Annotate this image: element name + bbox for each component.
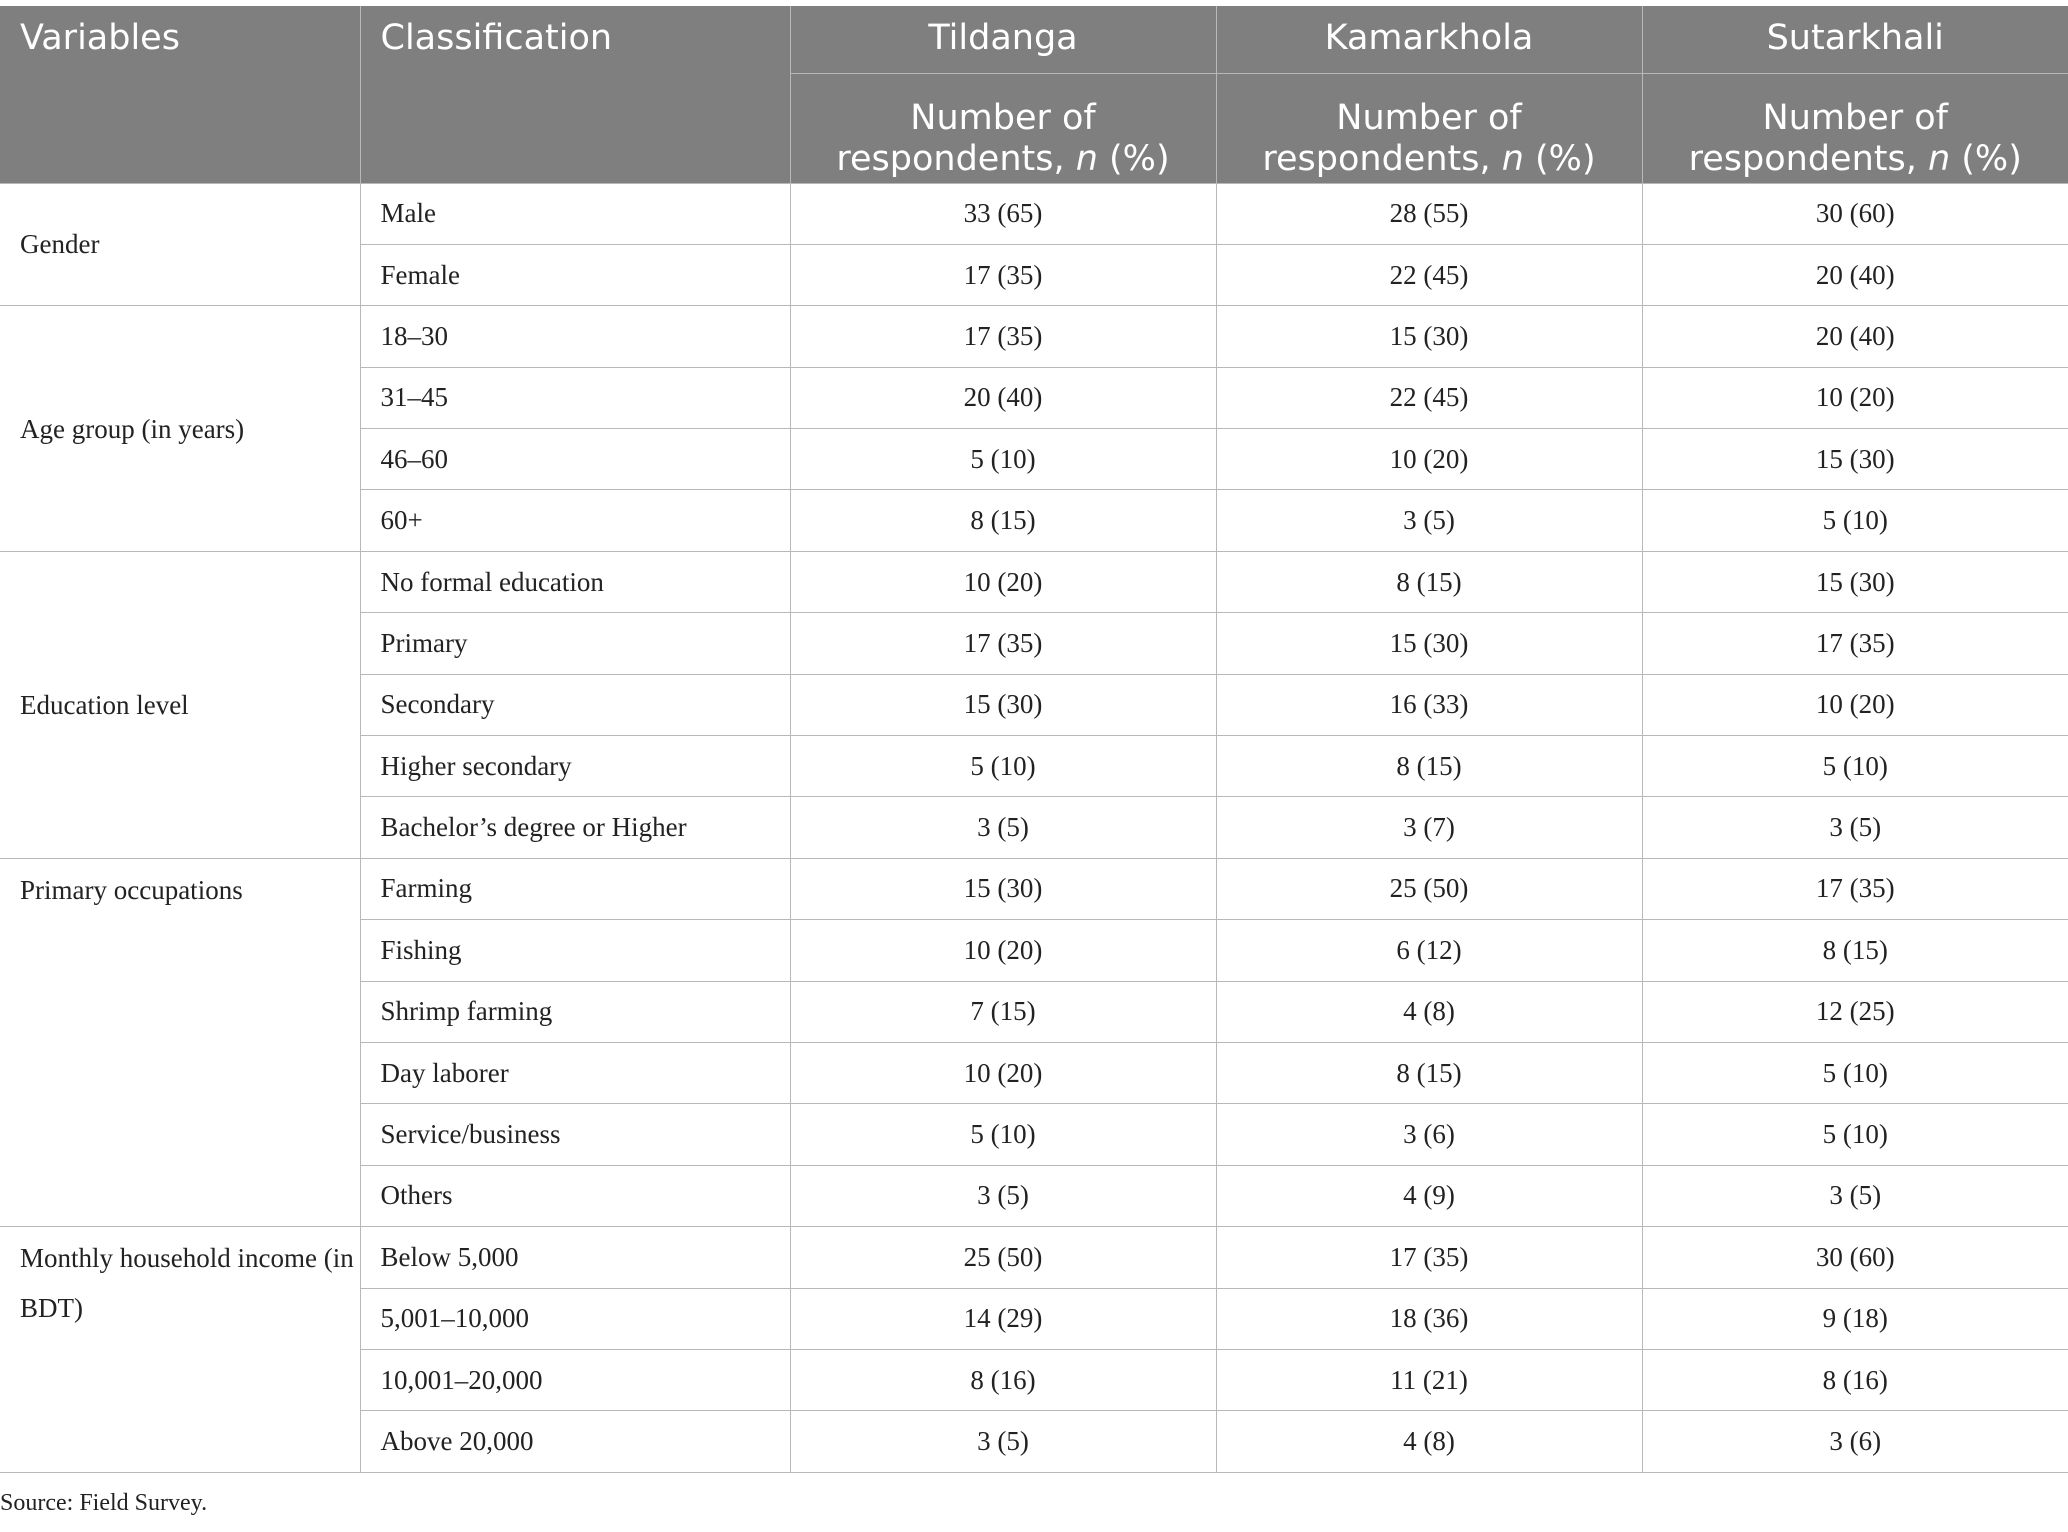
value-cell-tildanga: 7 (15) — [790, 981, 1216, 1042]
value-cell-tildanga: 3 (5) — [790, 797, 1216, 858]
respondent-demographics-table — [0, 6, 2068, 1473]
value-cell-tildanga: 20 (40) — [790, 367, 1216, 428]
header-variables: Variables — [0, 6, 360, 183]
value-cell-tildanga: 8 (16) — [790, 1349, 1216, 1410]
value-cell-kamarkhola: 3 (6) — [1216, 1104, 1642, 1165]
classification-cell: Bachelor’s degree or Higher — [360, 797, 790, 858]
table-header — [0, 6, 2068, 183]
table-row — [0, 306, 2068, 367]
header-respondents-kamarkhola: Number of respondents, n (%) — [1216, 73, 1642, 183]
value-cell-sutarkhali: 20 (40) — [1642, 244, 2068, 305]
value-cell-tildanga: 10 (20) — [790, 1042, 1216, 1103]
classification-cell: Below 5,000 — [360, 1227, 790, 1288]
classification-cell: 5,001–10,000 — [360, 1288, 790, 1349]
classification-cell: 46–60 — [360, 429, 790, 490]
value-cell-tildanga: 8 (15) — [790, 490, 1216, 551]
table-row — [0, 183, 2068, 244]
value-cell-tildanga: 33 (65) — [790, 183, 1216, 244]
value-cell-tildanga: 14 (29) — [790, 1288, 1216, 1349]
classification-cell: 31–45 — [360, 367, 790, 428]
variable-cell: Monthly household income (in BDT) — [0, 1227, 360, 1473]
classification-cell: Male — [360, 183, 790, 244]
value-cell-sutarkhali: 5 (10) — [1642, 736, 2068, 797]
value-cell-tildanga: 5 (10) — [790, 736, 1216, 797]
value-cell-sutarkhali: 3 (6) — [1642, 1411, 2068, 1472]
value-cell-kamarkhola: 15 (30) — [1216, 613, 1642, 674]
classification-cell: Above 20,000 — [360, 1411, 790, 1472]
classification-cell: Female — [360, 244, 790, 305]
variable-cell: Education level — [0, 551, 360, 858]
value-cell-kamarkhola: 4 (9) — [1216, 1165, 1642, 1226]
classification-cell: Service/business — [360, 1104, 790, 1165]
value-cell-kamarkhola: 22 (45) — [1216, 244, 1642, 305]
table-row — [0, 1227, 2068, 1288]
variable-cell: Gender — [0, 183, 360, 306]
value-cell-tildanga: 3 (5) — [790, 1165, 1216, 1226]
classification-cell: Day laborer — [360, 1042, 790, 1103]
value-cell-kamarkhola: 11 (21) — [1216, 1349, 1642, 1410]
value-cell-tildanga: 5 (10) — [790, 429, 1216, 490]
classification-cell: Primary — [360, 613, 790, 674]
value-cell-sutarkhali: 8 (15) — [1642, 920, 2068, 981]
classification-cell: Higher secondary — [360, 736, 790, 797]
value-cell-kamarkhola: 25 (50) — [1216, 858, 1642, 919]
header-row-primary — [0, 6, 2068, 73]
value-cell-sutarkhali: 15 (30) — [1642, 551, 2068, 612]
source-note: Source: Field Survey. — [0, 1490, 208, 1516]
variable-cell: Primary occupations — [0, 858, 360, 1226]
classification-cell: 18–30 — [360, 306, 790, 367]
value-cell-kamarkhola: 4 (8) — [1216, 1411, 1642, 1472]
value-cell-sutarkhali: 10 (20) — [1642, 367, 2068, 428]
value-cell-tildanga: 17 (35) — [790, 613, 1216, 674]
header-respondents-sutarkhali: Number of respondents, n (%) — [1642, 73, 2068, 183]
value-cell-kamarkhola: 3 (5) — [1216, 490, 1642, 551]
table-body — [0, 183, 2068, 1472]
value-cell-sutarkhali: 10 (20) — [1642, 674, 2068, 735]
classification-cell: Secondary — [360, 674, 790, 735]
value-cell-kamarkhola: 15 (30) — [1216, 306, 1642, 367]
value-cell-sutarkhali: 30 (60) — [1642, 183, 2068, 244]
value-cell-tildanga: 17 (35) — [790, 244, 1216, 305]
header-village-tildanga: Tildanga — [790, 6, 1216, 73]
classification-cell: 10,001–20,000 — [360, 1349, 790, 1410]
value-cell-sutarkhali: 20 (40) — [1642, 306, 2068, 367]
classification-cell: Others — [360, 1165, 790, 1226]
value-cell-kamarkhola: 10 (20) — [1216, 429, 1642, 490]
value-cell-sutarkhali: 8 (16) — [1642, 1349, 2068, 1410]
classification-cell: Fishing — [360, 920, 790, 981]
value-cell-sutarkhali: 5 (10) — [1642, 490, 2068, 551]
value-cell-kamarkhola: 3 (7) — [1216, 797, 1642, 858]
value-cell-tildanga: 3 (5) — [790, 1411, 1216, 1472]
value-cell-kamarkhola: 28 (55) — [1216, 183, 1642, 244]
classification-cell: 60+ — [360, 490, 790, 551]
value-cell-sutarkhali: 17 (35) — [1642, 858, 2068, 919]
table-row — [0, 858, 2068, 919]
value-cell-sutarkhali: 15 (30) — [1642, 429, 2068, 490]
value-cell-tildanga: 25 (50) — [790, 1227, 1216, 1288]
value-cell-kamarkhola: 22 (45) — [1216, 367, 1642, 428]
value-cell-sutarkhali: 3 (5) — [1642, 797, 2068, 858]
value-cell-kamarkhola: 8 (15) — [1216, 1042, 1642, 1103]
value-cell-tildanga: 5 (10) — [790, 1104, 1216, 1165]
table-row — [0, 551, 2068, 612]
header-village-sutarkhali: Sutarkhali — [1642, 6, 2068, 73]
value-cell-sutarkhali: 30 (60) — [1642, 1227, 2068, 1288]
value-cell-sutarkhali: 9 (18) — [1642, 1288, 2068, 1349]
value-cell-sutarkhali: 5 (10) — [1642, 1042, 2068, 1103]
header-classification: Classification — [360, 6, 790, 183]
value-cell-sutarkhali: 5 (10) — [1642, 1104, 2068, 1165]
value-cell-sutarkhali: 17 (35) — [1642, 613, 2068, 674]
value-cell-sutarkhali: 12 (25) — [1642, 981, 2068, 1042]
value-cell-tildanga: 15 (30) — [790, 858, 1216, 919]
value-cell-kamarkhola: 17 (35) — [1216, 1227, 1642, 1288]
value-cell-tildanga: 15 (30) — [790, 674, 1216, 735]
value-cell-sutarkhali: 3 (5) — [1642, 1165, 2068, 1226]
value-cell-tildanga: 10 (20) — [790, 920, 1216, 981]
value-cell-tildanga: 17 (35) — [790, 306, 1216, 367]
classification-cell: Shrimp farming — [360, 981, 790, 1042]
value-cell-kamarkhola: 16 (33) — [1216, 674, 1642, 735]
value-cell-kamarkhola: 8 (15) — [1216, 736, 1642, 797]
classification-cell: Farming — [360, 858, 790, 919]
value-cell-kamarkhola: 4 (8) — [1216, 981, 1642, 1042]
classification-cell: No formal education — [360, 551, 790, 612]
header-village-kamarkhola: Kamarkhola — [1216, 6, 1642, 73]
value-cell-tildanga: 10 (20) — [790, 551, 1216, 612]
variable-cell: Age group (in years) — [0, 306, 360, 552]
value-cell-kamarkhola: 6 (12) — [1216, 920, 1642, 981]
value-cell-kamarkhola: 8 (15) — [1216, 551, 1642, 612]
header-respondents-tildanga: Number of respondents, n (%) — [790, 73, 1216, 183]
value-cell-kamarkhola: 18 (36) — [1216, 1288, 1642, 1349]
